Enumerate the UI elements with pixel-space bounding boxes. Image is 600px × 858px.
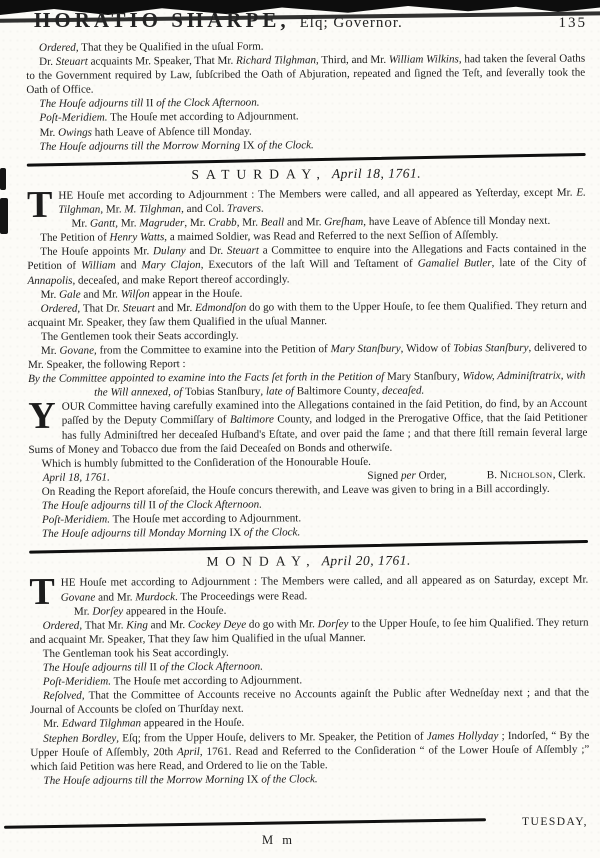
text-segment: The Houſe adjourns till the Morrow Morning (39, 139, 243, 153)
text-segment: ; Indorſed, “ By the Upper Houſe of Aſſembly, 20th (30, 729, 590, 759)
paragraph (28, 397, 587, 457)
text-segment: do go with Mr. (246, 617, 318, 631)
text-segment: Mr. (43, 718, 62, 731)
text-segment: Poſt-Meridiem. (42, 675, 112, 689)
text-segment: of the Clock Afternoon. (156, 660, 264, 674)
ink-smudge (0, 168, 6, 190)
text-segment: Wilſon (120, 287, 150, 301)
text-segment: The Houſe met according to Adjournment. (107, 110, 299, 124)
paragraph (28, 341, 587, 373)
running-head-title: HORATIO SHARPE, (34, 8, 290, 32)
text-segment: II (145, 97, 154, 110)
text-segment: The Houſe met according to Adjournment. (109, 512, 302, 526)
signature-right (487, 467, 586, 482)
text-segment: , Mr. (184, 217, 209, 230)
text-segment: Dorſey (92, 605, 124, 618)
text-segment: The Houſe adjourns till the Morrow Morning (43, 773, 247, 787)
text-segment: Steuart (55, 55, 88, 68)
dropcap-initial: Y (28, 395, 56, 438)
text-segment: , Mr. (115, 217, 140, 230)
text-segment: Owings (58, 126, 93, 139)
text-segment: Beall (260, 216, 285, 229)
text-segment: HE Houſe met according to Adjournment : The Members were called, and all appeared as Yeſterday, except Mr. (58, 186, 577, 202)
text-segment: acquaints Mr. Speaker, That Mr. (87, 54, 237, 68)
text-segment: Stephen Bordley (43, 731, 117, 745)
text-segment: appeared in the Houſe. (141, 717, 245, 730)
text-segment: The Houſe adjourns till (39, 97, 147, 111)
text-segment: and Mr. (154, 301, 196, 314)
text-segment: , Eſq; from the Upper Houſe, delivers to Mr. Speaker, the Petition of (116, 730, 427, 744)
text-segment: Mary Clajon (141, 259, 201, 272)
text-segment: King (126, 619, 148, 632)
text-segment: Murdock (135, 590, 176, 603)
signature-mark: M m (262, 833, 295, 847)
text-segment: Signed (367, 469, 402, 482)
text-segment: and Mr. (284, 216, 325, 229)
text-segment: . (260, 202, 264, 215)
paragraph (30, 728, 589, 774)
text-segment: , That they be Qualified in the uſual Form. (75, 40, 264, 54)
day-heading-day: SATURDAY, (191, 166, 327, 182)
text-segment: The Houſe met according to Adjournment. (110, 674, 303, 688)
text-segment: appear in the Houſe. (149, 287, 243, 300)
text-segment: to the Upper Houſe, to ſee him Qualified. They return and acquaint Mr. Speaker, That they ſaw him Qualified in the uſual Manner. (29, 616, 589, 646)
text-segment: Nicholson (499, 468, 553, 481)
text-segment: Dulany (152, 245, 186, 258)
text-segment: HE Houſe met according to Adjournment : The Members were called, and all appeared as on Saturday, except Mr. (60, 574, 589, 590)
text-segment: Mr. (40, 344, 60, 357)
text-segment: Baltimore County (296, 385, 377, 398)
signature-mid (367, 468, 446, 483)
running-head (34, 8, 587, 33)
text-segment: Mr. (71, 217, 91, 230)
day-heading (29, 552, 588, 571)
text-segment: and Mr. (80, 288, 121, 301)
document-body (26, 38, 590, 788)
catchword: TUESDAY, (521, 816, 588, 828)
text-segment: The Houſe adjourns till (42, 661, 150, 674)
text-segment: , Widow, Adminiſtratrix, with the Will annexed, of (94, 369, 586, 399)
text-segment: OUR Committee having carefully examined into the Allegations contained in the ſaid Petition, do find, by an Account paſſed by the Deputy Commiſſary of (61, 397, 588, 428)
text-segment: B. (486, 468, 500, 482)
text-segment: E. Tilghman (58, 186, 586, 216)
text-segment: Dr. (39, 55, 56, 69)
day-heading-day: MONDAY, (206, 553, 317, 570)
text-segment: Mr. (39, 126, 59, 139)
text-segment: do go with them to the Upper Houſe, to ſee them Qualified. They return and acquaint Mr. Speaker, they ſaw them Qualified in the uſual Manner. (27, 299, 587, 329)
text-segment: of the Clock. (254, 138, 314, 152)
text-segment: Which is humbly ſubmitted to the Conſideration of the Honourable Houſe. (41, 455, 371, 470)
text-segment: , Third, and Mr. (315, 53, 389, 67)
text-segment: The Houſe adjourns till (41, 499, 149, 512)
text-segment: The Petition of (40, 231, 110, 245)
text-segment: and Mr. (95, 590, 136, 604)
paragraph (28, 298, 587, 330)
signature-left (43, 470, 110, 485)
text-segment: IX (242, 139, 255, 152)
text-segment: IX (229, 526, 242, 539)
text-segment: Gamaliel Butler (417, 257, 492, 271)
text-segment: Annapolis (27, 274, 73, 287)
text-segment: The Gentlemen took their Seats accordingly. (40, 329, 239, 343)
text-segment: appeared in the Houſe. (123, 604, 227, 618)
text-segment: of the Clock Afternoon. (153, 96, 260, 110)
text-segment: Steuart (122, 301, 155, 315)
text-segment: Magruder (139, 217, 185, 230)
day-heading-date: April 20, 1761. (321, 553, 411, 569)
text-segment: Mary Stanſbury (330, 342, 401, 356)
text-segment: , delivered to Mr. Speaker, the following Report : (27, 341, 587, 372)
paragraph (30, 686, 589, 718)
text-segment: , late of the City of (491, 256, 587, 270)
text-segment: Travers (226, 202, 261, 215)
text-segment: County, and lodged in the Prerogative Office, that the ſaid Petitioner has fully Adminiſtred her deceaſed Huſband's Eſtate, and over paid the ſame ; and that there ſtill remain ſeveral large Sums of Money and Tobacco due from the ſaid Deceaſed on Bonds and otherwiſe. (28, 412, 588, 456)
text-segment: , from the Committee to examine into the Petition of (93, 343, 331, 357)
text-segment: Ordered (39, 41, 76, 54)
text-segment: hath Leave of Abſence till Monday. (91, 125, 252, 139)
text-segment: James Hollyday (426, 729, 499, 743)
text-segment: Richard Tilghman (235, 54, 317, 67)
text-segment: of the Clock Afternoon. (155, 498, 263, 512)
text-segment: , have Leave of Abſence till Monday next. (363, 214, 551, 229)
text-segment: Poſt-Meridiem. (41, 513, 111, 527)
paragraph (30, 615, 589, 647)
text-segment: of the Clock. (258, 773, 318, 786)
text-segment: , a maimed Soldier, was Read and Referred to the next Seſſion of Aſſembly. (164, 229, 499, 244)
running-head-suffix: Eſq; Governor. (299, 15, 403, 31)
text-segment: April 18, 1761. (42, 471, 110, 484)
text-segment: , deceaſed, and make Report thereof accordingly. (72, 272, 290, 287)
text-segment: per (400, 469, 416, 482)
text-segment: William (81, 259, 116, 273)
text-segment: II (148, 499, 156, 512)
text-segment: , That Mr. (79, 619, 127, 632)
paragraph (27, 136, 586, 154)
text-segment: , late of (260, 385, 297, 398)
day-heading-date: April 18, 1761. (331, 165, 422, 182)
ink-smudge (0, 198, 8, 234)
paragraph (28, 369, 587, 401)
text-segment: , Executors of the laſt Will and Teſtament of (200, 258, 418, 272)
text-segment: Cockey Deye (187, 618, 247, 631)
text-segment: and Mr. (147, 618, 188, 632)
text-segment: and Dr. (185, 245, 227, 258)
text-segment: Henry Watts (109, 231, 165, 244)
text-segment: Gantt (89, 217, 116, 230)
footer-rule (4, 818, 486, 829)
text-segment: Edmondſon (195, 301, 247, 314)
text-segment: The Houſe appoints Mr. (40, 245, 154, 259)
dropcap-initial: T (29, 571, 55, 614)
text-segment: and (115, 259, 142, 272)
text-segment: Reſolved (42, 689, 82, 703)
paragraph (27, 242, 586, 288)
text-segment: Greſham (324, 216, 364, 229)
text-segment: Mr. (73, 605, 93, 618)
text-segment: Tobias Stanſbury (185, 385, 261, 399)
text-segment: Poſt-Meridiem. (39, 111, 108, 125)
text-segment: of the Clock. (241, 526, 301, 539)
text-segment: , had taken the ſeveral Oaths to the Government required by Law, ſubſcribed the Oath of Abjuration, repeated and ſigned the Teſt, and ſeverally took the Oath of Office. (26, 52, 586, 97)
text-segment: IX (246, 773, 259, 786)
text-segment: April (176, 745, 200, 758)
paragraph (30, 770, 589, 788)
text-segment: , Mr. (100, 203, 125, 216)
text-segment: Tobias Stanſbury (453, 341, 529, 355)
text-segment: Steuart (226, 244, 259, 258)
text-segment: William Wilkins (388, 53, 459, 66)
text-segment: Ordered (40, 302, 78, 315)
text-segment: By the Committee appointed to examine into the Facts ſet forth in the Petition of (28, 370, 388, 386)
text-segment: . The Proceedings were Read. (174, 589, 308, 603)
day-heading (27, 165, 586, 184)
text-segment: Gale (59, 288, 81, 301)
text-segment: , Clerk. (552, 468, 586, 481)
dropcap-initial: T (26, 183, 53, 226)
text-segment: Mr. (40, 288, 60, 301)
text-segment: M. Tilghman (124, 203, 182, 216)
text-segment: The Gentleman took his Seat accordingly. (42, 646, 229, 660)
text-segment: , Widow of (400, 342, 454, 355)
text-segment: Mary Stanſbury (386, 370, 457, 383)
page-number: 135 (558, 15, 587, 31)
text-segment: Crabb (208, 216, 237, 230)
text-segment: Govane (59, 344, 95, 357)
paragraph (26, 52, 585, 98)
text-segment: II (149, 661, 157, 674)
text-segment: Baltimore (229, 413, 274, 427)
text-segment: a Committee to enquire into the Allegations and Facts contained in the Petition of (27, 242, 587, 273)
text-segment: , deceaſed. (376, 384, 425, 398)
text-segment: The Houſe adjourns till Monday Morning (41, 526, 230, 541)
text-segment: , and Col. (181, 202, 228, 216)
text-segment: Edward Tilghman (61, 717, 142, 731)
text-segment: , 1761. Read and Referred to the Conſideration “ of the Lower Houſe of Aſſembly ;” which ſaid Petition was here Read, and Ordered to lie on the Table. (30, 743, 590, 773)
text-segment: Order, (415, 469, 447, 482)
text-segment: , That Dr. (77, 302, 123, 315)
text-segment: , That the Committee of Accounts receive no Accounts againſt the Public after Wedneſday next ; and that the Journal of Accounts be cloſed on Thurſday next. (30, 686, 590, 717)
paragraph (29, 524, 588, 542)
text-segment: , Mr. (236, 216, 261, 229)
text-segment: Dorſey (317, 617, 349, 630)
text-segment: Ordered (42, 619, 80, 632)
text-segment: On Reading the Report aforeſaid, the Houſe concurs therewith, and Leave was given to bring in a Bill accordingly. (41, 482, 550, 498)
text-segment: Govane (60, 591, 96, 604)
